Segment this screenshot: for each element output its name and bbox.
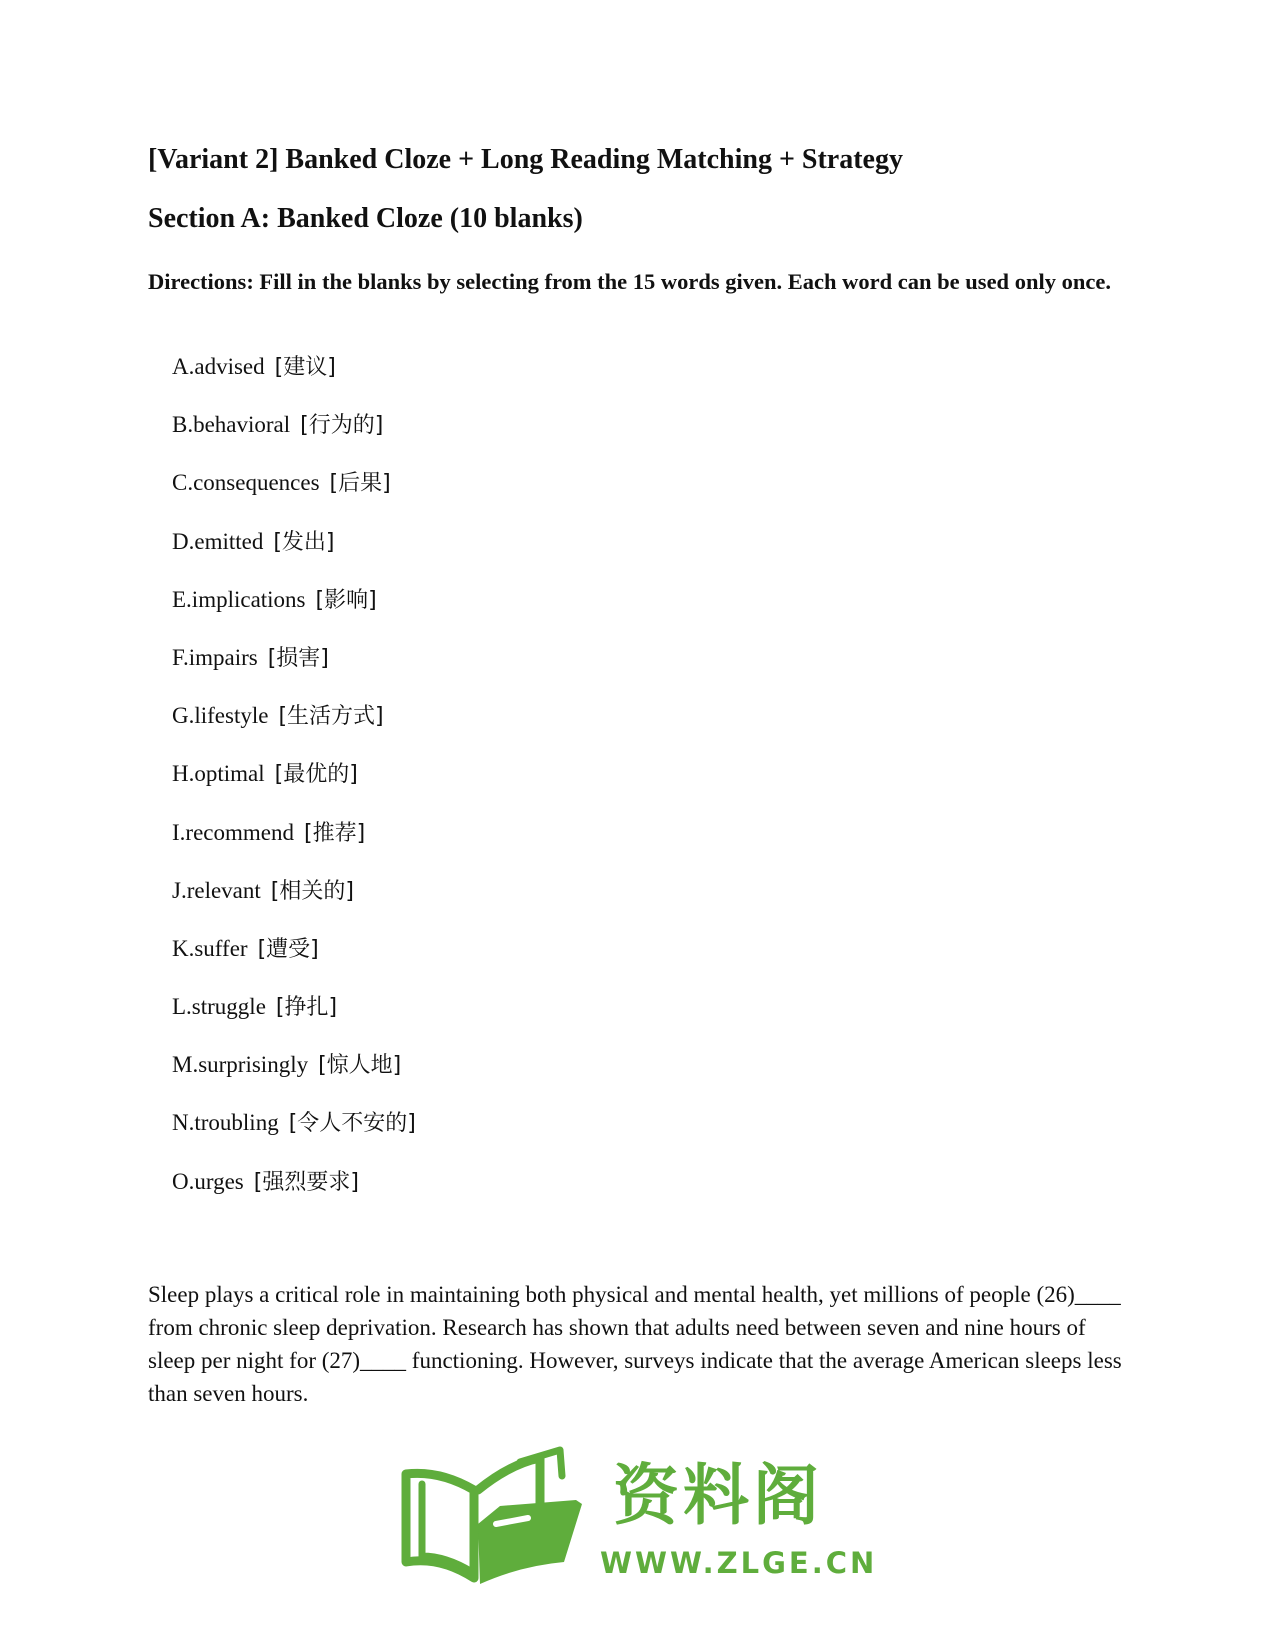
watermark-name: 资料阁 xyxy=(613,1457,823,1534)
word-bank-item xyxy=(172,1050,416,1108)
word-bank-item xyxy=(172,527,416,585)
word-meaning: [发出] xyxy=(273,529,335,555)
word-bank-item xyxy=(172,585,416,643)
word-meaning: [生活方式] xyxy=(278,704,384,730)
word-meaning: [建议] xyxy=(274,355,336,380)
word-bank-item xyxy=(172,759,416,817)
word-bank-item xyxy=(172,643,416,701)
word-option: K.suffer xyxy=(172,935,248,961)
open-book-icon xyxy=(400,1444,600,1586)
word-meaning: [惊人地] xyxy=(318,1053,402,1079)
word-option: D.emitted xyxy=(172,528,264,554)
word-bank-item xyxy=(172,876,416,934)
word-option: N.troubling xyxy=(172,1110,279,1136)
word-option: J.relevant xyxy=(172,877,261,903)
word-option: C.consequences xyxy=(172,470,320,496)
word-bank-item xyxy=(172,468,416,526)
word-meaning: [遭受] xyxy=(257,936,319,962)
word-bank-item xyxy=(172,934,416,992)
word-bank-item xyxy=(172,1108,416,1166)
word-option: F.impairs xyxy=(172,644,258,670)
word-option: E.implications xyxy=(172,586,306,612)
word-meaning: [令人不安的] xyxy=(288,1111,416,1137)
watermark-logo xyxy=(400,1444,878,1586)
word-option: G.lifestyle xyxy=(172,703,269,729)
word-option: M.surprisingly xyxy=(172,1052,309,1078)
word-option: B.behavioral xyxy=(172,412,291,438)
word-meaning: [挣扎] xyxy=(275,995,338,1021)
word-bank-item xyxy=(172,410,416,468)
word-option: I.recommend xyxy=(172,819,294,845)
word-option: A.advised xyxy=(172,354,265,379)
word-meaning: [后果] xyxy=(329,471,391,497)
word-bank xyxy=(172,352,416,1225)
page-title: [Variant 2] Banked Cloze + Long Reading Matching + Strategy xyxy=(148,144,903,175)
word-option: O.urges xyxy=(172,1168,244,1194)
word-bank-item xyxy=(172,701,416,759)
passage-text: Sleep plays a critical role in maintaining both physical and mental health, yet millions of people (26)____ from chronic sleep deprivation. Research has shown that adults need between seven and nine hours of sleep per night for (27)____ functioning. However, surveys indicate that the average American sleeps less than seven hours. xyxy=(148,1282,1122,1406)
word-meaning: [相关的] xyxy=(270,878,354,904)
word-bank-item xyxy=(172,818,416,876)
section-title: Section A: Banked Cloze (10 blanks) xyxy=(148,203,583,234)
watermark-url: WWW.ZLGE.CN xyxy=(600,1546,878,1580)
word-meaning: [影响] xyxy=(315,587,377,613)
word-meaning: [损害] xyxy=(267,645,329,671)
word-option: H.optimal xyxy=(172,761,265,787)
directions-text: Directions: Fill in the blanks by selecting from the 15 words given. Each word can be used only once. xyxy=(148,269,1111,294)
word-bank-item xyxy=(172,992,416,1050)
word-bank-item xyxy=(172,352,416,410)
word-meaning: [推荐] xyxy=(303,820,366,846)
word-meaning: [强烈要求] xyxy=(253,1169,359,1195)
word-option: L.struggle xyxy=(172,994,266,1020)
word-bank-item xyxy=(172,1167,416,1225)
word-meaning: [最优的] xyxy=(274,762,358,788)
word-meaning: [行为的] xyxy=(300,413,384,439)
